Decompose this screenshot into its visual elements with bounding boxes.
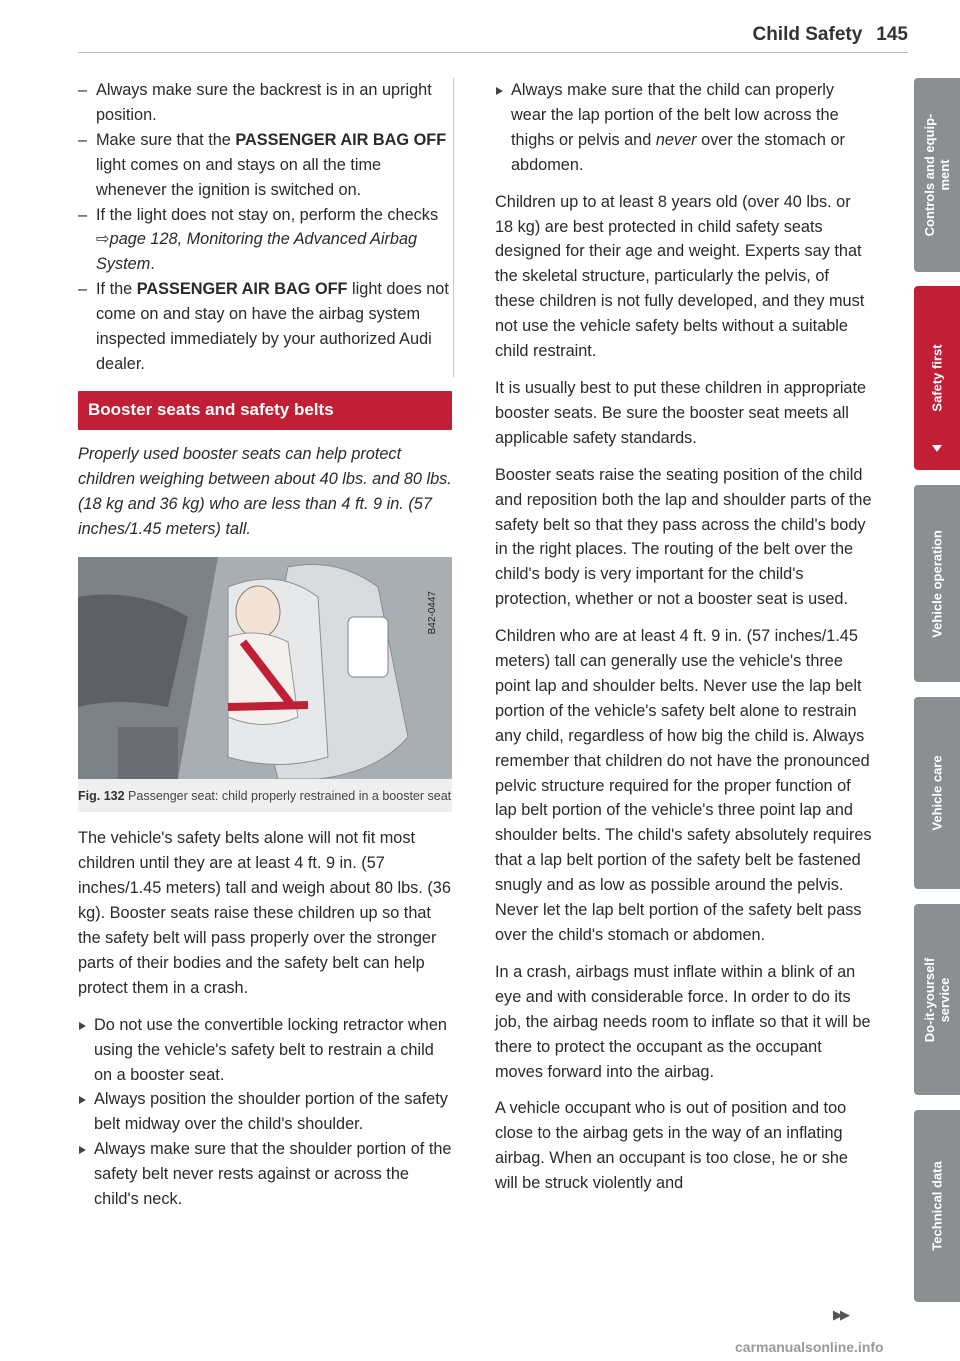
- figure-code: B42-0447: [427, 591, 439, 635]
- action-item: Do not use the convertible locking retractor when using the vehicle's safety belt to restrain a child on a booster seat.: [78, 1013, 452, 1088]
- tab-label: Vehicle care: [929, 755, 945, 831]
- warning-light-name: PASSENGER AIR BAG OFF: [235, 130, 447, 149]
- tab-label: Technical data: [929, 1161, 945, 1251]
- text: Always make sure that the child can properly wear the lap portion of the belt low across the thighs or pelvis and: [511, 81, 839, 149]
- warning-light-name: PASSENGER AIR BAG OFF: [136, 280, 348, 299]
- header-rule: [78, 52, 908, 53]
- tab-safety-first[interactable]: [914, 286, 960, 470]
- tab-vehicle-operation[interactable]: [914, 485, 960, 682]
- tab-controls-and-equipment[interactable]: [914, 78, 960, 272]
- right-column: [495, 78, 873, 1208]
- list-item: – Always make sure the backrest is in an upright position.: [78, 78, 451, 128]
- action-item: Always position the shoulder portion of the safety belt midway over the child's shoulder.: [78, 1087, 452, 1137]
- action-item: Always make sure that the shoulder portion of the safety belt never rests against or across the child's neck.: [78, 1137, 452, 1212]
- tab-label: Vehicle operation: [929, 529, 945, 638]
- text: Make sure that the: [96, 130, 236, 149]
- text: If the: [96, 280, 137, 299]
- section-title: Child Safety: [752, 24, 863, 45]
- action-item: [495, 78, 873, 178]
- paragraph: The vehicle's safety belts alone will not fit most children until they are at least 4 ft. 9 in. (57 inches/1.45 meters) tall and weigh about 80 lbs. (36 kg). Booster seats raise these children up so that the safety belt will pass properly over the stronger parts of their bodies and the safety belt can help protect them in a crash.: [78, 829, 451, 997]
- list-item: [78, 203, 451, 278]
- paragraph: It is usually best to put these children in appropriate booster seats. Be sure the booster seat meets all applicable safety standards.: [495, 378, 867, 447]
- active-tab-marker-icon: [932, 445, 942, 452]
- arrow-right-icon: ⇨: [96, 230, 110, 249]
- paragraph: Children who are at least 4 ft. 9 in. (57 inches/1.45 meters) tall can generally use the vehicle's three point lap and shoulder belts. Never use the lap belt portion of the vehicle's safety belt alone to restrain any child, regardless of how big the child is. Always remember that children do not have the pronounced pelvic structure required for the proper function of lap belt portion of the vehicle's three point lap and shoulder belts. The child's safety absolutely requires that a lap belt portion of the safety belt be fastened snugly and as low as possible around the pelvis. Never let the lap belt portion of the safety belt pass over the child's stomach or abdomen.: [495, 627, 872, 944]
- paragraph: Children up to at least 8 years old (over 40 lbs. or 18 kg) are best protected in child safety seats designed for their age and weight. Experts say that the skeletal structure, particularly the pelvis, of these children is not fully developed, and they must not use the vehicle safety belts without a suitable child restraint.: [495, 192, 865, 361]
- tab-vehicle-care[interactable]: [914, 697, 960, 889]
- emphasis: never: [655, 130, 697, 149]
- figure-caption: [78, 779, 452, 812]
- caption-text: Passenger seat: child properly restrained in a booster seat: [128, 789, 452, 804]
- text: over the stomach or abdomen.: [511, 130, 845, 174]
- tab-label: Controls and equip- ment: [922, 113, 952, 237]
- continued-checklist: [78, 78, 454, 377]
- list-item: [78, 277, 451, 377]
- section-intro: Properly used booster seats can help protect children weighing between about 40 lbs. and 80 lbs. (18 kg and 36 kg) who are less than 4 ft. 9 in. (57 inches/1.45 meters) tall.: [78, 444, 452, 538]
- list-item: [78, 128, 451, 203]
- tab-label: Safety first: [929, 344, 945, 412]
- text: light comes on and stays on all the time whenever the ignition is switched on.: [96, 155, 382, 199]
- tab-technical-data[interactable]: [914, 1110, 960, 1302]
- booster-seat-figure: [78, 557, 452, 779]
- page-header: [752, 24, 908, 46]
- booster-seat-illustration: [78, 557, 452, 779]
- caption-label: Fig. 132: [78, 789, 125, 804]
- paragraph: A vehicle occupant who is out of position and too close to the airbag gets in the way of an inflating airbag. When an occupant is too close, he or she will be struck violently and: [495, 1099, 848, 1193]
- paragraph: Booster seats raise the seating position of the child and reposition both the lap and shoulder parts of the safety belt so that they pass across the child's body in the right places. The routing of the belt over the child's body is very important for the child's protection, whether or not a booster seat is used.: [495, 465, 872, 609]
- tab-label: Do-it-yourself service: [922, 957, 952, 1042]
- watermark: carmanualsonline.info: [735, 1339, 884, 1355]
- text: .: [150, 255, 155, 274]
- page-reference-link[interactable]: page 128, Monitoring the Advanced Airbag System: [96, 230, 418, 274]
- section-heading: Booster seats and safety belts: [78, 391, 452, 430]
- text: If the light does not stay on, perform the checks: [96, 205, 439, 224]
- page-number: 145: [876, 24, 908, 45]
- paragraph: In a crash, airbags must inflate within a blink of an eye and with considerable force. In order to do its job, the airbag needs room to inflate so that it will be there to protect the occupant as the occupant moves forward into the airbag.: [495, 962, 871, 1081]
- continue-arrow-icon: ▶▶: [833, 1307, 847, 1322]
- left-column: [78, 78, 452, 1212]
- tab-do-it-yourself-service[interactable]: [914, 904, 960, 1095]
- text: light does not come on and stay on have the airbag system inspected immediately by your authorized Audi dealer.: [96, 280, 449, 373]
